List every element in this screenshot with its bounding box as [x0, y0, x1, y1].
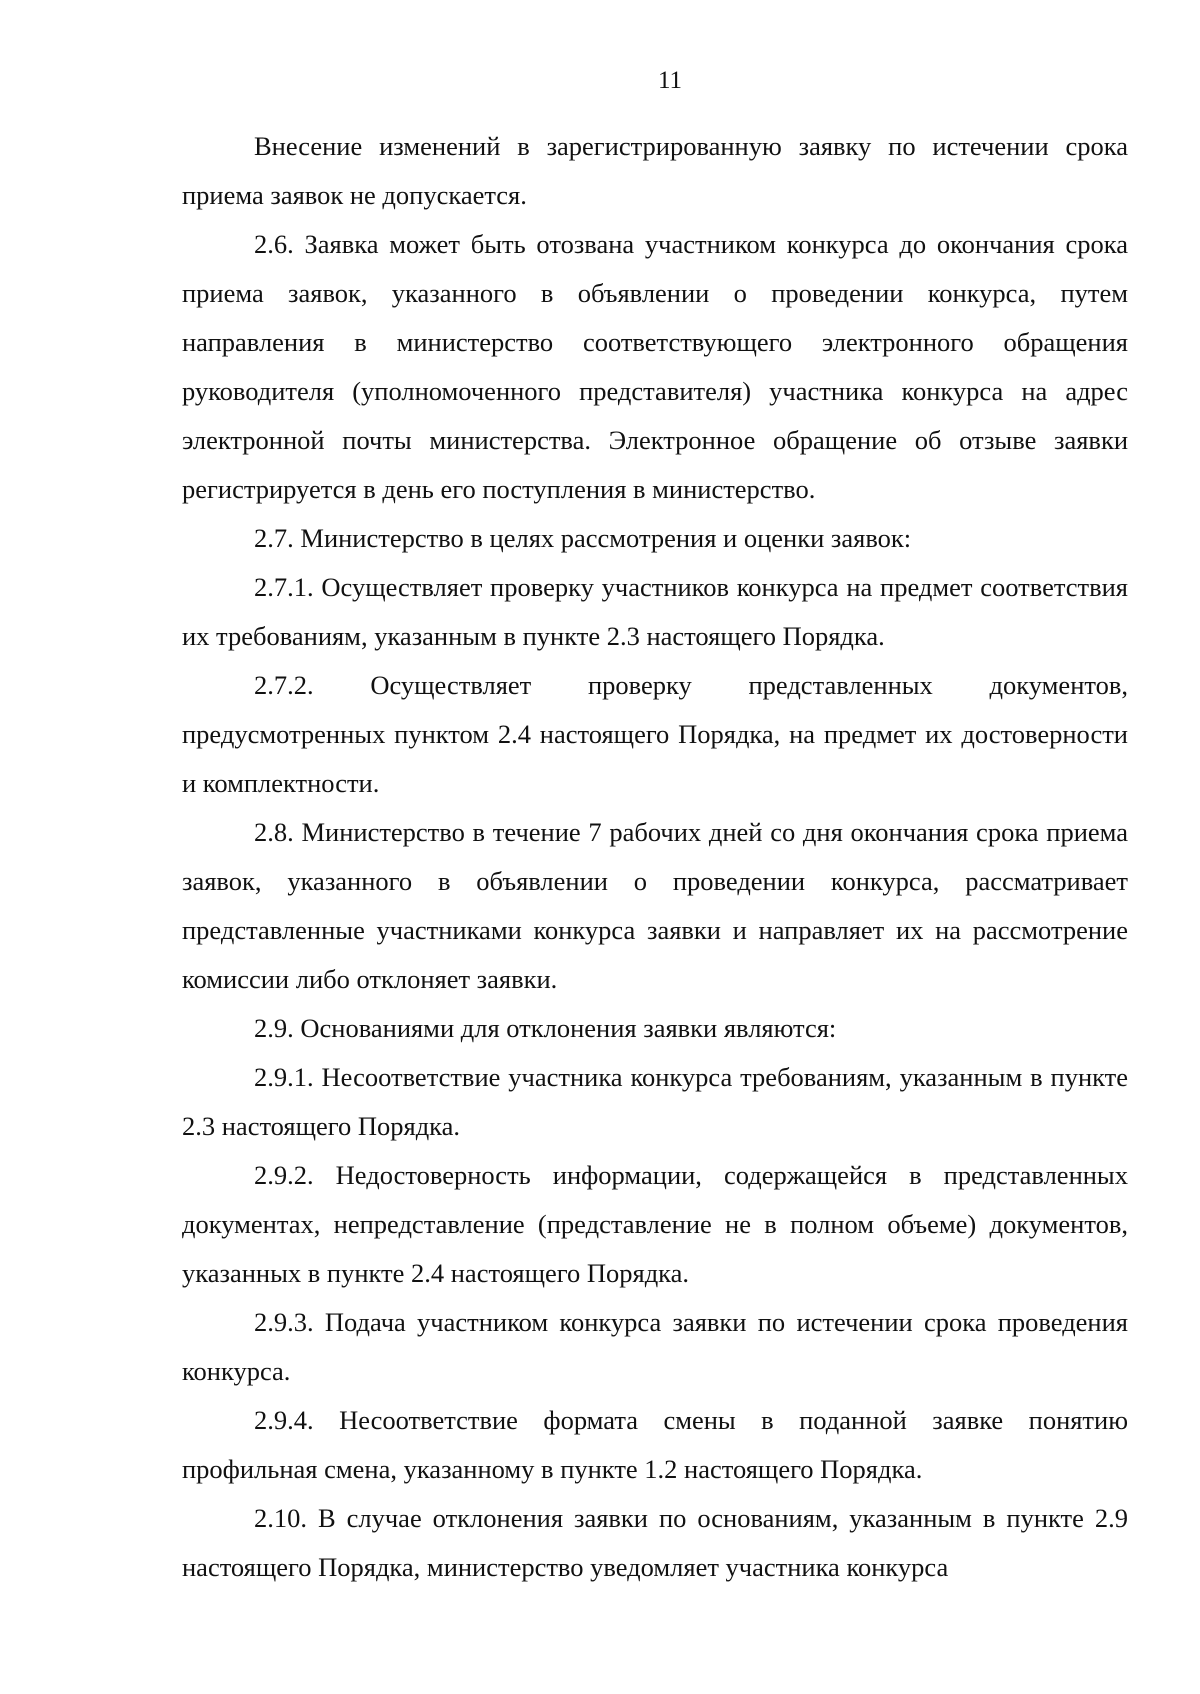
paragraph-2-9-3: 2.9.3. Подача участником конкурса заявки по истечении срока проведения конкурса. — [182, 1307, 1128, 1386]
paragraph-changes-not-allowed: Внесение изменений в зарегистрированную заявку по истечении срока приема заявок не допускается. — [182, 131, 1128, 210]
paragraph-2-9-4: 2.9.4. Несоответствие формата смены в поданной заявке понятию профильная смена, указанному в пункте 1.2 настоящего Порядка. — [182, 1405, 1128, 1484]
paragraph-2-9: 2.9. Основаниями для отклонения заявки являются: — [254, 1013, 837, 1043]
document-body — [182, 122, 1128, 1592]
paragraph-2-9-1: 2.9.1. Несоответствие участника конкурса требованиям, указанным в пункте 2.3 настоящего Порядка. — [182, 1062, 1128, 1141]
paragraph-2-6: 2.6. Заявка может быть отозвана участником конкурса до окончания срока приема заявок, указанного в объявлении о проведении конкурса, путем направления в министерство соответствующего электронного обращения руководителя (уполномоченного представителя) участника конкурса на адрес электронной почты министерства. Электронное обращение об отзыве заявки регистрируется в день его поступления в министерство. — [182, 229, 1128, 504]
paragraph-2-8: 2.8. Министерство в течение 7 рабочих дней со дня окончания срока приема заявок, указанного в объявлении о проведении конкурса, рассматривает представленные участниками конкурса заявки и направляет их на рассмотрение комиссии либо отклоняет заявки. — [182, 817, 1128, 994]
paragraph-2-9-2: 2.9.2. Недостоверность информации, содержащейся в представленных документах, непредставление (представление не в полном объеме) документов, указанных в пункте 2.4 настоящего Порядка. — [182, 1160, 1128, 1288]
page-number: 11 — [657, 67, 683, 94]
paragraph-2-7-2: 2.7.2. Осуществляет проверку представленных документов, предусмотренных пунктом 2.4 настоящего Порядка, на предмет их достоверности и комплектности. — [182, 670, 1128, 798]
paragraph-2-10: 2.10. В случае отклонения заявки по основаниям, указанным в пункте 2.9 настоящего Порядка, министерство уведомляет участника конкурса — [182, 1503, 1128, 1582]
paragraph-2-7: 2.7. Министерство в целях рассмотрения и оценки заявок: — [254, 523, 912, 553]
paragraph-2-7-1: 2.7.1. Осуществляет проверку участников конкурса на предмет соответствия их требованиям, указанным в пункте 2.3 настоящего Порядка. — [182, 572, 1128, 651]
